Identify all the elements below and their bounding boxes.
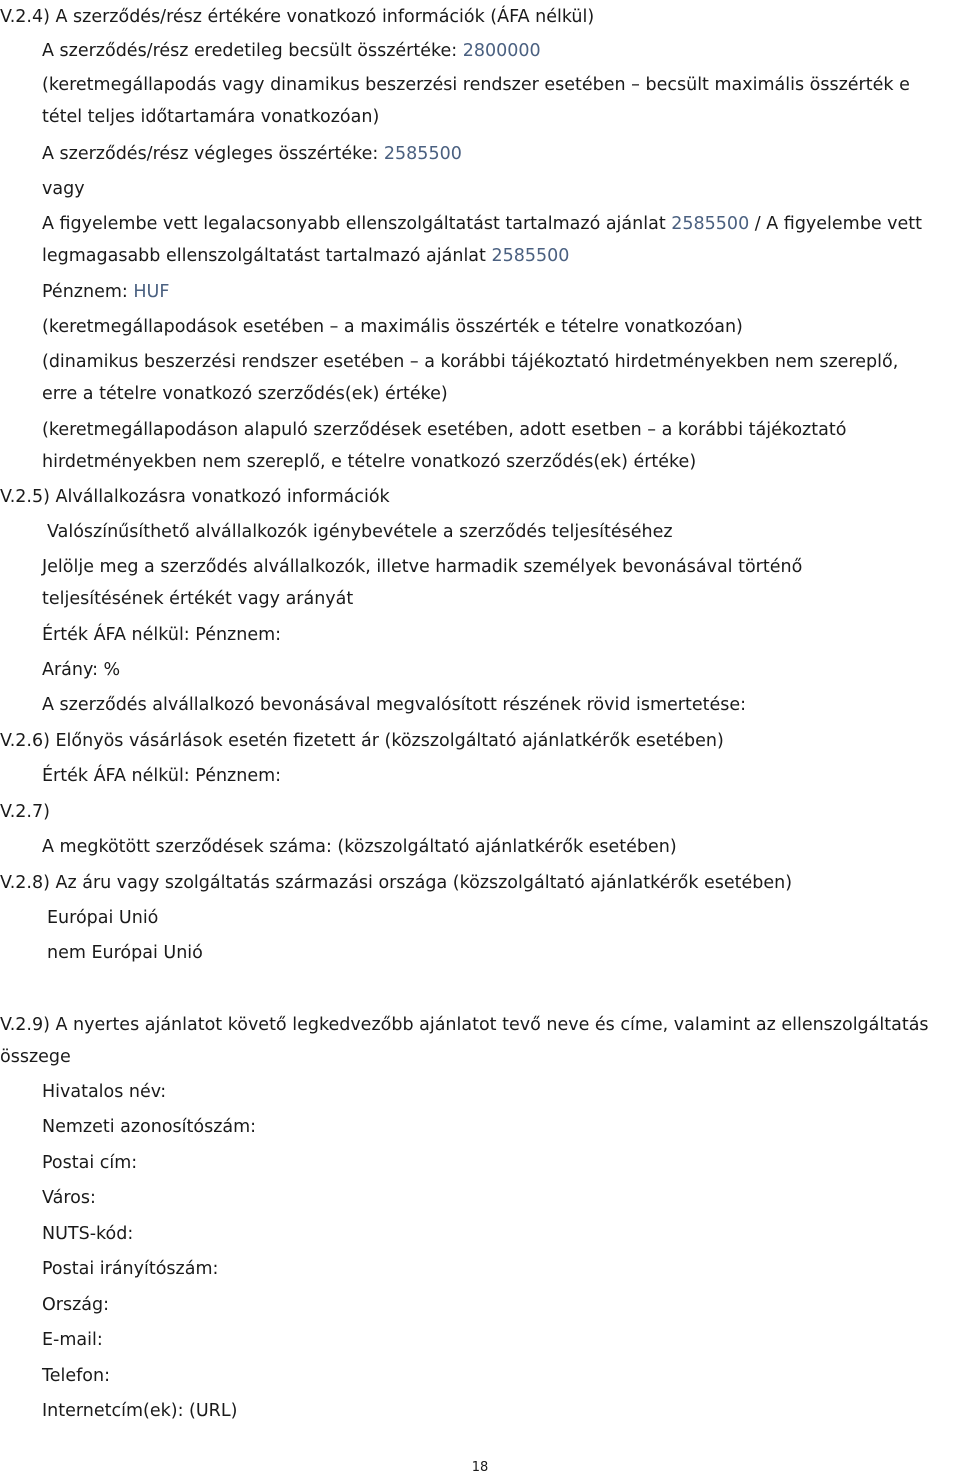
field-postal-address: Postai cím:: [42, 1153, 138, 1173]
final-value-label: A szerződés/rész végleges összértéke:: [42, 144, 379, 164]
subcontract-mark-line-2: teljesítésének értékét vagy arányát: [42, 589, 354, 609]
original-value: 2800000: [462, 41, 541, 61]
field-postal-code: Postai irányítószám:: [42, 1259, 219, 1279]
field-nuts-code: NUTS-kód:: [42, 1224, 134, 1244]
section-heading-v24: V.2.4) A szerződés/rész értékére vonatkozó információk (ÁFA nélkül): [0, 7, 595, 27]
highest-offer-label-start: / A figyelembe vett: [754, 214, 923, 234]
lowest-offer-label: A figyelembe vett legalacsonyabb ellenszolgáltatást tartalmazó ajánlat: [42, 214, 666, 234]
final-value: 2585500: [383, 144, 462, 164]
highest-offer-label: legmagasabb ellenszolgáltatást tartalmazó ajánlat: [42, 246, 486, 266]
lowest-offer-line: [42, 213, 922, 235]
contract-count-line: A megkötött szerződések száma: (közszolgáltató ajánlatkérők esetében): [42, 837, 677, 857]
field-official-name: Hivatalos név:: [42, 1082, 167, 1102]
field-phone: Telefon:: [42, 1366, 110, 1386]
origin-option-non-eu: nem Európai Unió: [47, 943, 203, 963]
currency-line: [42, 281, 169, 303]
section-heading-v27: V.2.7): [0, 802, 50, 822]
lowest-offer-value: 2585500: [671, 214, 750, 234]
section-heading-v26: V.2.6) Előnyös vásárlások esetén fizetett ár (közszolgáltató ajánlatkérők esetében): [0, 731, 724, 751]
final-value-line: [42, 143, 462, 165]
subcontract-mark-line-1: Jelölje meg a szerződés alvállalkozók, illetve harmadik személyek bevonásával történő: [42, 557, 803, 577]
subcontract-description: A szerződés alvállalkozó bevonásával megvalósított részének rövid ismertetése:: [42, 695, 747, 715]
field-email: E-mail:: [42, 1330, 103, 1350]
highest-offer-line: [42, 245, 569, 267]
section-heading-v29-line-2: összege: [0, 1047, 71, 1067]
section-heading-v25: V.2.5) Alvállalkozásra vonatkozó információk: [0, 487, 390, 507]
field-url: Internetcím(ek): (URL): [42, 1401, 238, 1421]
framework-note-line-1: (keretmegállapodás vagy dinamikus beszerzési rendszer esetében – becsült maximális összérték e: [42, 75, 910, 95]
based-contracts-note-line-1: (keretmegállapodáson alapuló szerződések esetében, adott esetben – a korábbi tájékoztató: [42, 420, 847, 440]
section-heading-v29-line-1: V.2.9) A nyertes ajánlatot követő legkedvezőbb ajánlatot tevő neve és címe, valamint az ellenszolgáltatás: [0, 1015, 929, 1035]
highest-offer-value: 2585500: [491, 246, 570, 266]
field-country: Ország:: [42, 1295, 110, 1315]
field-city: Város:: [42, 1188, 96, 1208]
subcontract-ratio: Arány: %: [42, 660, 121, 680]
field-national-id: Nemzeti azonosítószám:: [42, 1117, 257, 1137]
subcontract-value: Érték ÁFA nélkül: Pénznem:: [42, 625, 282, 645]
page-number: 18: [471, 1460, 489, 1475]
framework-note-line-2: tétel teljes időtartamára vonatkozóan): [42, 107, 380, 127]
dynamic-note-line-1: (dinamikus beszerzési rendszer esetében – a korábbi tájékoztató hirdetményekben nem szereplő,: [42, 352, 899, 372]
original-value-line: [42, 40, 541, 62]
or-text: vagy: [42, 179, 85, 199]
subcontract-likely: Valószínűsíthető alvállalkozók igénybevétele a szerződés teljesítéséhez: [47, 522, 673, 542]
currency-value: HUF: [133, 282, 170, 302]
original-value-label: A szerződés/rész eredetileg becsült összértéke:: [42, 41, 458, 61]
origin-option-eu: Európai Unió: [47, 908, 159, 928]
currency-label: Pénznem:: [42, 282, 128, 302]
dynamic-note-line-2: erre a tételre vonatkozó szerződés(ek) értéke): [42, 384, 448, 404]
section-heading-v28: V.2.8) Az áru vagy szolgáltatás származási országa (közszolgáltató ajánlatkérők esetében): [0, 873, 793, 893]
framework-max-note: (keretmegállapodások esetében – a maximális összérték e tételre vonatkozóan): [42, 317, 743, 337]
bargain-value: Érték ÁFA nélkül: Pénznem:: [42, 766, 282, 786]
based-contracts-note-line-2: hirdetményekben nem szereplő, e tételre vonatkozó szerződés(ek) értéke): [42, 452, 697, 472]
